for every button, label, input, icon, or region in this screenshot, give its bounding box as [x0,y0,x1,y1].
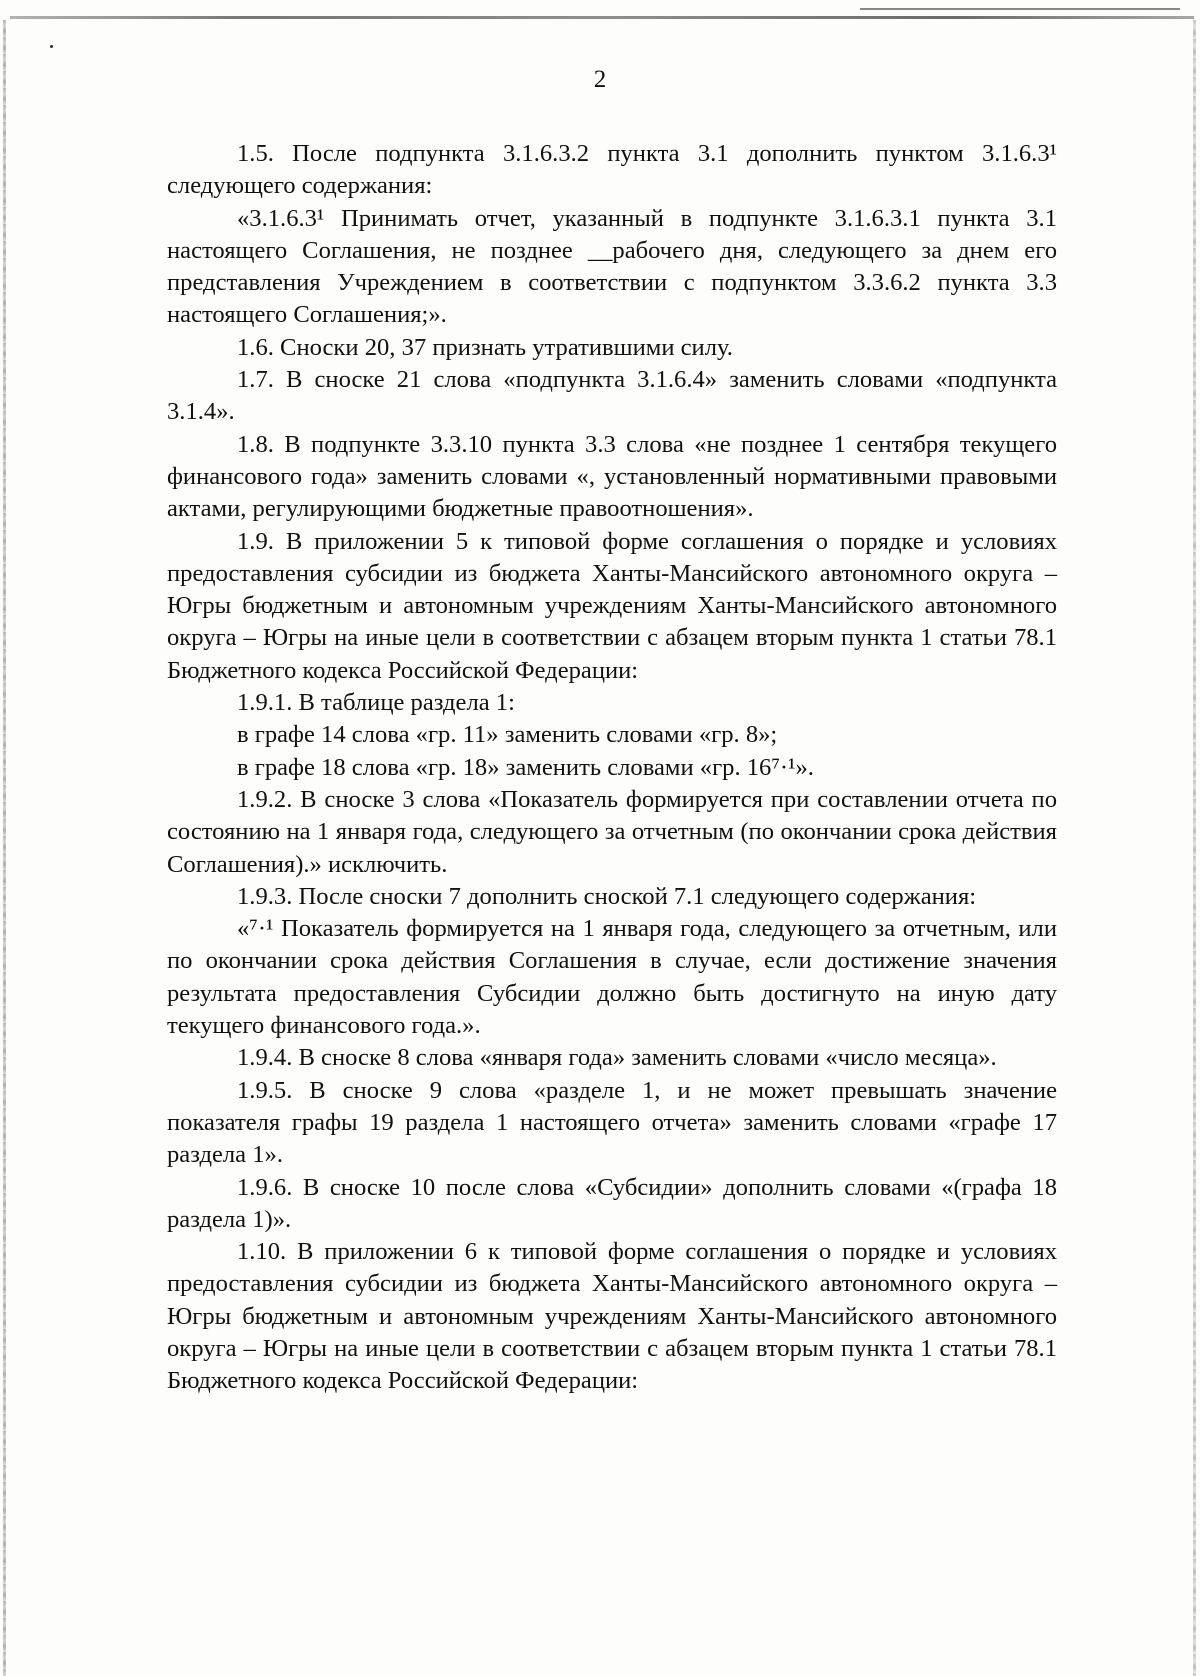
paragraph-1-9: 1.9. В приложении 5 к типовой форме соглашения о порядке и условиях предоставления субсидии из бюджета Ханты-Мансийского автономного округа – Югры бюджетным и автономным учреждениям Ханты-Мансийского автономного округа – Югры на иные цели в соответствии с абзацем вторым пункта 1 статьи 78.1 Бюджетного кодекса Российской Федерации: [167,527,1057,684]
page-number: 2 [593,66,607,93]
scan-edge-right [1193,20,1196,1676]
scan-edge-left [3,20,6,1676]
paragraph-grafa-14: в графе 14 слова «гр. 11» заменить словами «гр. 8»; [237,721,778,749]
paragraph-1-9-6: 1.9.6. В сноске 10 после слова «Субсидии» дополнить словами «(графа 18 раздела 1)». [167,1173,1057,1233]
paragraph-1-9-4: 1.9.4. В сноске 8 слова «января года» заменить словами «число месяца». [237,1044,997,1072]
paragraph-1-10: 1.10. В приложении 6 к типовой форме соглашения о порядке и условиях предоставления субсидии из бюджета Ханты-Мансийского автономного округа – Югры бюджетным и автономным учреждениям Ханты-Мансийского автономного округа – Югры на иные цели в соответствии с абзацем вторым пункта 1 статьи 78.1 Бюджетного кодекса Российской Федерации: [167,1238,1057,1395]
paragraph-footnote-7-1: «⁷·¹ Показатель формируется на 1 января года, следующего за отчетным, или по окончании срока действия Соглашения в случае, если достижение значения результата предоставления Субсидии должно быть достигнуто на иную дату текущего финансового года.». [167,915,1057,1040]
paragraph-1-5: 1.5. После подпункта 3.1.6.3.2 пункта 3.1 дополнить пунктом 3.1.6.3¹ следующего содержания: [167,140,1057,200]
document-body [167,138,1057,1398]
paragraph-grafa-18: в графе 18 слова «гр. 18» заменить словами «гр. 16⁷·¹». [237,753,814,781]
scan-speck [50,45,53,48]
paragraph-1-8: 1.8. В подпункте 3.3.10 пункта 3.3 слова «не позднее 1 сентября текущего финансового года» заменить словами «, установленный нормативными правовыми актами, регулирующими бюджетные правоотношения». [167,430,1057,523]
scan-edge-top [10,16,1194,19]
paragraph-1-7: 1.7. В сноске 21 слова «подпункта 3.1.6.4» заменить словами «подпункта 3.1.4». [167,366,1057,426]
paragraph-1-9-3: 1.9.3. После сноски 7 дополнить сноской 7.1 следующего содержания: [237,882,977,910]
paragraph-1-6: 1.6. Сноски 20, 37 признать утратившими силу. [237,333,733,361]
paragraph-1-9-5: 1.9.5. В сноске 9 слова «разделе 1, и не может превышать значение показателя графы 19 раздела 1 настоящего отчета» заменить словами «графе 17 раздела 1». [167,1076,1057,1169]
paragraph-quote-3-1-6-3: «3.1.6.3¹ Принимать отчет, указанный в подпункте 3.1.6.3.1 пункта 3.1 настоящего Соглашения, не позднее __рабочего дня, следующего за днем его представления Учреждением в соответствии с подпунктом 3.3.6.2 пункта 3.3 настоящего Соглашения;». [167,204,1057,329]
paragraph-1-9-1: 1.9.1. В таблице раздела 1: [237,689,515,717]
paragraph-1-9-2: 1.9.2. В сноске 3 слова «Показатель формируется при составлении отчета по состоянию на 1 января года, следующего за отчетным (по окончании срока действия Соглашения).» исключить. [167,785,1057,878]
scan-edge-top-mark [860,8,1180,10]
